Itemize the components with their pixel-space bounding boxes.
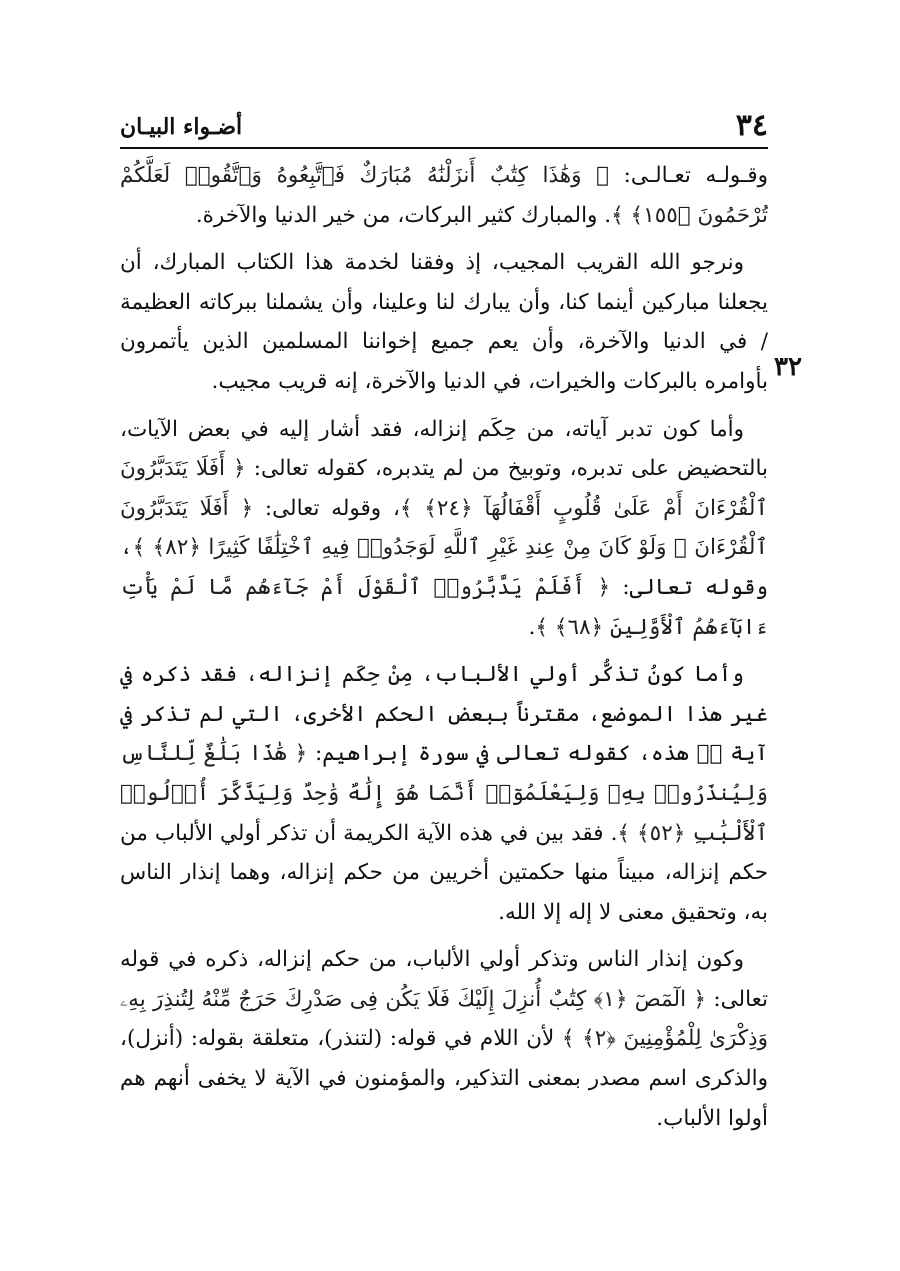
paragraph xyxy=(120,655,768,932)
paragraph xyxy=(120,243,768,401)
quran-quote: ﴿ أَفَلَا يَتَدَبَّرُونَ ٱلْقُرْءَانَ أَمْ عَلَىٰ قُلُوبٍ أَقْفَالُهَآ ﴿٢٤﴾ ﴾ xyxy=(120,456,769,521)
quran-quote: ﴿ أَفَلَمْ يَدَّبَّرُوا۟ ٱلْقَوْلَ أَمْ جَآءَهُم مَّا لَمْ يَأْتِ ءَابَآءَهُمُ ٱلْأَوَّلِينَ ﴿٦٨﴾ ﴾ xyxy=(120,574,768,640)
margin-page-reference: ٣٢ xyxy=(774,352,802,382)
paragraph xyxy=(120,156,768,235)
paragraph-text: وكون إنذار الناس وتذكر أولي الألباب، من حكم إنزاله، ذكره في قوله تعالى: xyxy=(120,947,768,1012)
paragraph-text: ، وقوله تعالى: xyxy=(120,535,769,600)
body-text xyxy=(120,156,768,1146)
paragraph-text: لأن اللام في قوله: (لتنذر)، متعلقة بقوله: (أنزل)، والذكرى اسم مصدر بمعنى التذكير، والمؤمنون في الآية لا يخفى أنهم هم أولوا الألباب. xyxy=(120,1026,768,1131)
paragraph-text: ونرجو الله القريب المجيب، إذ وفقنا لخدمة هذا الكتاب المبارك، أن يجعلنا مباركين أينما كنا، وأن يبارك لنا وعلينا، وأن يشملنا ببركاته العظيمة / في الدنيا والآخرة، وأن يعم جميع إخواننا المسلمين الذين يأتمرون بأوامره بالبركات والخيرات، في الدنيا والآخرة، إنه قريب مجيب. xyxy=(120,250,768,394)
paragraph-text: . xyxy=(528,614,536,640)
quran-quote: ﴿ هَٰذَا بَلَٰغٌ لِّلنَّاسِ وَلِيُنذَرُوا۟ بِهِۦ وَلِيَعْلَمُوٓا۟ أَنَّمَا هُوَ إِلَٰهٌ وَٰحِدٌ وَلِيَذَّكَّرَ أُو۟لُوا۟ ٱلْأَلْبَٰبِ ﴿٥٢﴾ ﴾ xyxy=(120,741,768,846)
header-rule xyxy=(120,147,768,149)
paragraph xyxy=(120,940,768,1138)
paragraph-text: . فقد بين في هذه الآية الكريمة أن تذكر أولي الألباب من حكم إنزاله، مبيناً منها حكمتين أخريين من حكم إنزاله، وهما إنذار الناس به، وتحقيق معنى لا إله إلا الله. xyxy=(120,820,768,925)
paragraph xyxy=(120,410,768,648)
paragraph-text: وأما كونُ تذكُّر أولي الألباب، مِنْ حِكَم إنزاله، فقد ذكره في غير هذا الموضع، مقترناً ببعض الحكم الأخرى، التي لم تذكر في آية صۤ هذه، كقوله تعالى في سورة إبراهيم: xyxy=(120,662,768,767)
quran-quote: ﴿ وَهَٰذَا كِتَٰبٌ أَنزَلْنَٰهُ مُبَارَكٌ فَٱتَّبِعُوهُ وَٱتَّقُوا۟ لَعَلَّكُمْ تُرْحَمُونَ ﴿١٥٥﴾ ﴾ xyxy=(120,163,768,228)
paragraph-text: وأما كون تدبر آياته، من حِكَم إنزاله، فقد أشار إليه في بعض الآيات، بالتحضيض على تدبره، وتوبيخ من لم يتدبره، كقوله تعالى: xyxy=(120,416,768,482)
paragraph-text: ، وقوله تعالى: xyxy=(253,495,400,521)
paragraph-text: . والمبارك كثير البركات، من خير الدنيا والآخرة. xyxy=(195,202,612,228)
running-title: أضـواء البيـان xyxy=(120,114,243,140)
paragraph-text: وقـولـه تعـالـى: xyxy=(609,163,768,188)
page-number: ٣٤ xyxy=(735,108,768,143)
page-header xyxy=(120,108,768,146)
quran-quote: ﴿ الٓمٓصٓ ﴿١﴾ كِتَٰبٌ أُنزِلَ إِلَيْكَ فَلَا يَكُن فِى صَدْرِكَ حَرَجٌ مِّنْهُ لِتُنذِرَ بِهِۦ وَذِكْرَىٰ لِلْمُؤْمِنِينَ ﴿٢﴾ ﴾ xyxy=(120,986,769,1052)
quran-quote: ﴿ أَفَلَا يَتَدَبَّرُونَ ٱلْقُرْءَانَ ۚ وَلَوْ كَانَ مِنْ عِندِ غَيْرِ ٱللَّهِ لَوَجَدُوا۟ فِيهِ ٱخْتِلَٰفًا كَثِيرًا ﴿٨٢﴾ ﴾ xyxy=(120,495,769,561)
